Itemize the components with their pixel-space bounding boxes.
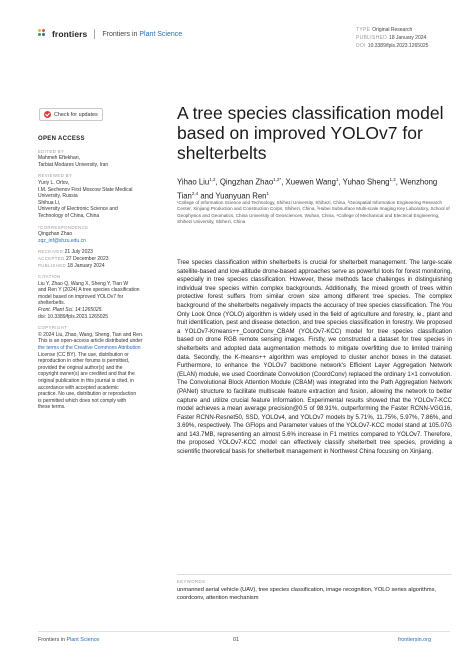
citation-line: Liu Y, Zhao Q, Wang X, Sheng Y, Tian W [38, 280, 129, 287]
copyright-line: reproduction in other forums is permitted, [38, 358, 130, 365]
reviewed-by-label: REVIEWED BY [38, 173, 73, 179]
citation-label: CITATION [38, 274, 61, 280]
reviewer-line: University, Russia [38, 193, 78, 200]
citation-line: doi: 10.3389/fpls.2023.1265025 [38, 313, 109, 320]
author-name[interactable]: Yihao Liu [177, 177, 210, 187]
divider [177, 574, 452, 575]
site-link[interactable]: frontiersin.org [398, 637, 431, 643]
received-date: 21 July 2023 [64, 249, 93, 256]
reviewer-line: Yuriy L. Orlov, [38, 179, 70, 186]
correspondent-name: Qingzhan Zhao [38, 231, 73, 238]
copyright-line: This is an open-access article distributed under [38, 338, 143, 345]
copyright-line: License (CC BY). The use, distribution or [38, 351, 129, 358]
copyright-line: practice. No use, distribution or reproduction [38, 391, 137, 398]
brand-name: frontiers [52, 29, 88, 39]
edited-by-label: EDITED BY [38, 148, 65, 154]
author-name[interactable]: Qingzhan Zhao [219, 177, 274, 187]
published-label: PUBLISHED [38, 262, 66, 268]
copyright-line: is permitted which does not comply with [38, 397, 127, 404]
frontiers-logo[interactable] [38, 29, 182, 39]
abstract: Tree species classification within shelterbelts is crucial for shelterbelt management. The large-scale satellite-based and low-altitude drone-based approaches serve as powerful tools for forest monitoring, especially in tree species classification. However, these methods face challenges in distinguishing individual tree species within complex backgrounds. Additionally, the mixed growth of trees within protective forest suffers from similar crown size among different tree species. The complex background of the shelterbelts negatively impacts the accuracy of tree species classification. The You Only Look Once (YOLO) algorithm is widely used in the field of agriculture and forestry, ie., plant and fruit identification, pest and disease detection, and tree species classification in forestry. We proposed a YOLOv7-Kmeans++_CoordConv_CBAM (YOLOv7-KCC) model for tree species classification based on drone RGB remote sensing images. Firstly, we constructed a dataset for tree species in shelterbelts and adopted data augmentation methods to mitigate overfitting due to limited training data. Secondly, the K-means++ algorithm was employed to cluster anchor boxes in the dataset. Furthermore, to enhance the YOLOv7 backbone network's Efficient Layer Aggregation Network (ELAN) module, we used Coordinate Convolution (CoordConv) replaced the ordinary 1×1 convolution. The Convolutional Block Attention Module (CBAM) was integrated into the Path Aggregation Network (PANet) structure to facilitate multiscale feature extraction and fusion, allowing the network to better capture and utilize crucial feature information. Experimental results showed that the YOLOv7-KCC model achieves a mean average precision@0.5 of 98.91%, outperforming the Faster RCNN-VGG16, Faster RCNN-Resnet50, SSD, YOLOv4, and YOLOv7 models by 5.71%, 11.75%, 5.97%, 7.86%, and 3.69%, respectively. The GFlops and Parameter values of the YOLOv7-KCC model stand at 105.07G and 143.7MB, representing an almost 5.6% increase in F1 metrics compared to YOLOv7. Therefore, the proposed YOLOv7-KCC model can effectively classify shelterbelt tree species, providing a scientific theoretical basis for shelterbelt management in Northwest China focusing on Xinjiang. [177, 259, 452, 456]
copyright-line: accordance with accepted academic [38, 384, 119, 391]
affiliations: ¹College of Information Science and Technology, Shihezi University, Shihezi, China, ²Geospatial Information Engineering Research Center, Xinjiang Production and Construction Corps, Shihezi, China, ³Hubei Subsurface Multi-scale Imaging Key Laboratory, School of Geophysics and Geomatics, China University of Geosciences, Wuhan, China, ⁴College of Mechanical and Electrical Engineering, Shihezi University, Shihezi, China [177, 200, 450, 224]
copyright-label: COPYRIGHT [38, 325, 68, 331]
check-updates-button[interactable] [39, 108, 103, 121]
reviewer-line: I.M. Sechenov First Moscow State Medical [38, 186, 133, 193]
author-list: Yihao Liu$^{1,2}$, Qingzhan Zhao$^{1,2*}$, Xuewen Wang$^1$, Yuhao Sheng$^{1,2}$, Wenzhong Tian$^{2,4}$ and Yuanyuan Ren$^1$ [177, 177, 438, 201]
copyright-line: original publication in this journal is cited, in [38, 378, 134, 384]
author-name[interactable]: Wenzhong Tian [177, 177, 438, 201]
copyright-line: copyright owner(s) are credited and that the [38, 371, 135, 378]
logo-divider [94, 29, 95, 39]
received-label: RECEIVED [38, 249, 64, 255]
page-number: 01 [233, 637, 239, 643]
journal-name: Frontiers in Plant Science [102, 30, 183, 38]
keywords: unmanned aerial vehicle (UAV), tree species classification, image recognition, YOLO series algorithms, coordconv, attention mechanism [177, 587, 437, 601]
footer-divider [38, 631, 450, 632]
copyright-line: © 2024 Liu, Zhao, Wang, Sheng, Tian and Ren. [38, 331, 144, 338]
license-link[interactable]: the terms of the Creative Commons Attribution [38, 345, 141, 352]
reviewer-line: Technology of China, China [38, 212, 100, 219]
article-meta: TYPE Original Research PUBLISHED 18 January 2024 DOI 10.3389/fpls.2023.1265025 [356, 27, 429, 49]
reviewer-line: Shihua Li, [38, 199, 61, 206]
citation-line: shelterbelts. [38, 300, 65, 307]
published-date: 18 January 2024 [67, 262, 105, 269]
copyright-line: provided the original author(s) and the [38, 364, 123, 371]
correspondent-email-link[interactable]: zqz_inf@shzu.edu.cn [38, 237, 86, 244]
keywords-label: KEYWORDS [177, 579, 206, 584]
correspondence-label: *CORRESPONDENCE [38, 224, 89, 230]
article-title: A tree species classification model based on improved YOLOv7 for shelterbelts [177, 103, 444, 163]
editor-affiliation: Tarbiat Modares University, Iran [38, 161, 109, 168]
accepted-label: ACCEPTED [38, 255, 65, 261]
citation-line: and Ren Y (2024) A tree species classification [38, 287, 140, 294]
sidebar [38, 136, 158, 411]
accepted-date: 27 December 2023 [66, 255, 109, 262]
author-name[interactable]: Xuewen Wang [285, 177, 336, 187]
check-updates-label: Check for updates [54, 111, 98, 118]
open-access-label: OPEN ACCESS [38, 136, 85, 142]
check-updates-icon [44, 111, 51, 118]
footer-journal: Frontiers in Plant Science [38, 637, 100, 643]
citation-line: Front. Plant Sci. 14:1265025. [38, 307, 103, 314]
author-name[interactable]: Yuanyuan Ren [215, 191, 267, 201]
citation-line: model based on improved YOLOv7 for [38, 293, 124, 300]
frontiers-logo-icon [38, 29, 48, 39]
author-name[interactable]: Yuhao Sheng [342, 177, 390, 187]
reviewer-line: University of Electronic Science and [38, 206, 118, 213]
copyright-line: these terms. [38, 404, 66, 411]
editor-name: Mahmeh Eftekhari, [38, 155, 80, 162]
